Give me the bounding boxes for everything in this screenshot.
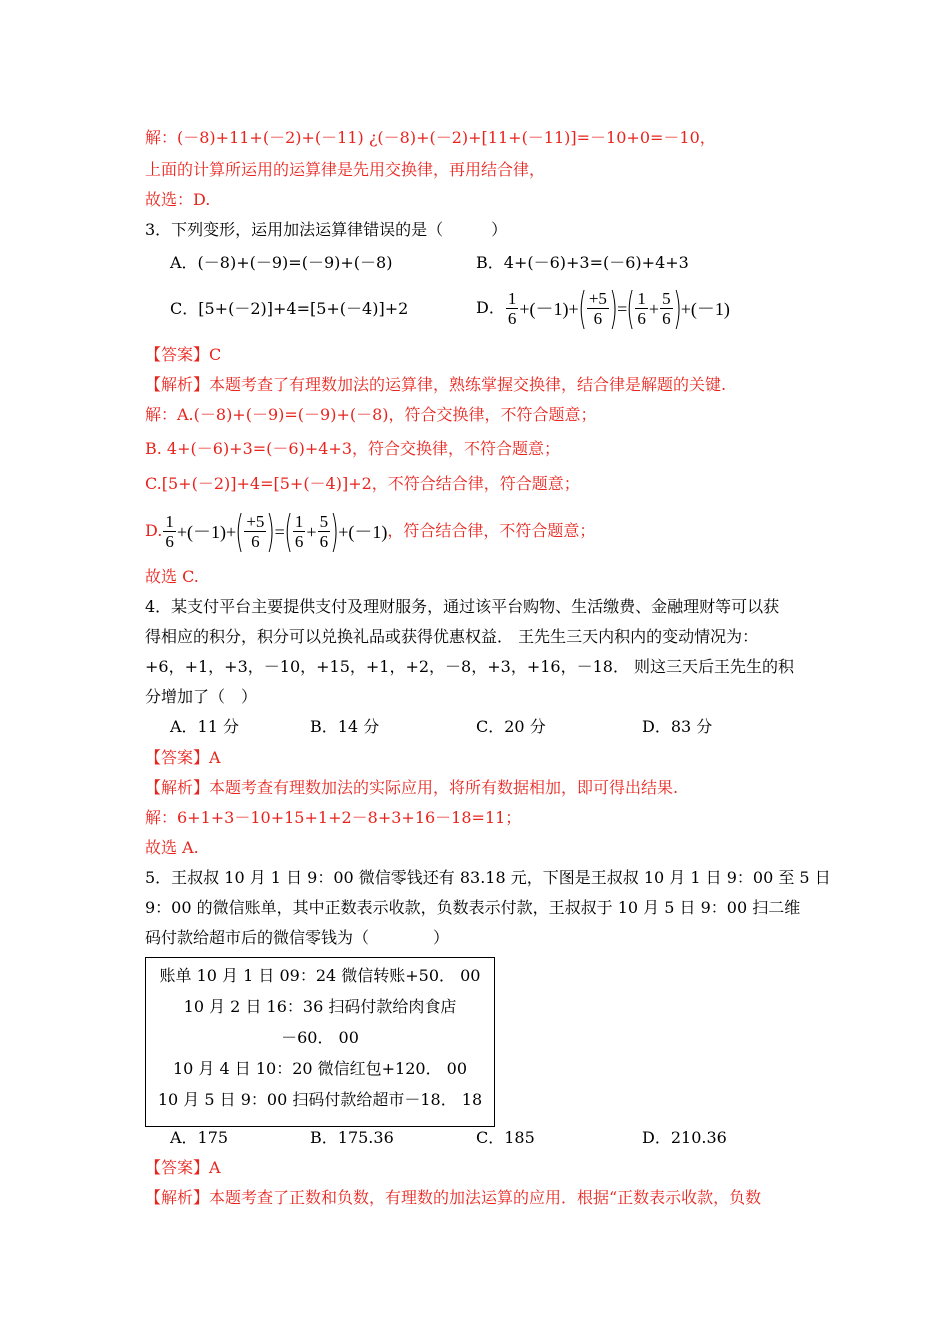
q3-option-c: C．[5+(－2)]+4=[5+(－4)]+2: [170, 299, 409, 318]
fraction: $\frac{5}{6}$: [319, 512, 329, 551]
q5-stem-line3: 码付款给超市后的微信零钱为（ ）: [145, 928, 450, 947]
q5-option-b: B．175.36: [310, 1128, 394, 1147]
q5-option-a: A．175: [170, 1128, 229, 1147]
q3-stem: 3．下列变形，运用加法运算律错误的是（ ）: [145, 220, 508, 239]
bill-row-3: －60． 00: [281, 1028, 359, 1047]
bill-row-4: 10 月 4 日 10：20 微信红包+120． 00: [172, 1059, 468, 1078]
q4-analysis: 【解析】本题考查有理数加法的实际应用，将所有数据相加，即可得出结果.: [145, 778, 679, 797]
q3-option-b: B．4+(－6)+3=(－6)+4+3: [476, 253, 689, 272]
q3-solution-c: C.[5+(－2)]+4=[5+(－4)]+2，不符合结合律，符合题意；: [145, 474, 580, 493]
q5-stem-line2: 9：00 的微信账单，其中正数表示收款，负数表示付款，王叔叔于 10 月 5 日 9：00 扫二维: [145, 898, 801, 917]
q3-solution-b: B. 4+(－6)+3=(－6)+4+3，符合交换律，不符合题意；: [145, 439, 561, 458]
q5-stem-line1: 5．王叔叔 10 月 1 日 9：00 微信零钱还有 83.18 元，下图是王叔叔 10 月 1 日 9：00 至 5 日: [145, 868, 831, 887]
q4-answer: 【答案】A: [145, 748, 221, 767]
bill-row-5: 10 月 5 日 9：00 扫码付款给超市－18． 18: [157, 1090, 483, 1109]
q4-solution: 解：6+1+3－10+15+1+2－8+3+16－18=11；: [145, 808, 522, 827]
fraction: $\frac{1}{6}$: [507, 289, 517, 328]
q3-choice: 故选 C.: [145, 567, 199, 586]
q3-analysis: 【解析】本题考查了有理数加法的运算律，熟练掌握交换律，结合律是解题的关键.: [145, 375, 727, 394]
prev-choice-line: 故选：D.: [145, 190, 211, 209]
q5-answer: 【答案】A: [145, 1158, 221, 1177]
q4-option-d: D．83 分: [642, 717, 713, 736]
q3-solution-d: D. $\frac{1}{6}$ +(－1)+ ( $\frac{+5}{6}$ ) = ( $\frac{1}{6}$ + $\frac{5}{6}$ ) +(－1) ，符合结合律，不符合题意；: [145, 505, 596, 557]
prev-solution-line: 解：(－8)+11+(－2)+(－11) ¿(－8)+(－2)+[11+(－11)]=－10+0=－10，: [145, 128, 716, 147]
q4-option-b: B．14 分: [310, 717, 380, 736]
q4-stem-line2: 得相应的积分，积分可以兑换礼品或获得优惠权益． 王先生三天内积内的变动情况为：: [145, 627, 759, 646]
prev-explanation-line: 上面的计算所运用的运算律是先用交换律，再用结合律，: [145, 160, 546, 179]
q5-option-c: C．185: [476, 1128, 535, 1147]
fraction: $\frac{1}{6}$: [165, 512, 174, 551]
wechat-bill-box: [145, 957, 495, 1127]
q3-solution-a: 解：A.(－8)+(－9)=(－9)+(－8)，符合交换律，不符合题意；: [145, 405, 597, 424]
fraction: $\frac{+5}{6}$: [588, 289, 607, 328]
q4-stem-line3: +6，+1，+3，－10，+15，+1，+2，－8，+3，+16，－18． 则这三天后王先生的积: [145, 657, 795, 676]
bill-row-1: 账单 10 月 1 日 09：24 微信转账+50． 00: [159, 966, 481, 985]
q3-option-a: A．(－8)+(－9)=(－9)+(－8): [170, 253, 393, 272]
fraction: $\frac{1}{6}$: [637, 289, 646, 328]
q5-analysis: 【解析】本题考查了正数和负数，有理数的加法运算的应用．根据“正数表示收款，负数: [145, 1188, 762, 1207]
q3-answer: 【答案】C: [145, 345, 222, 364]
q4-choice: 故选 A.: [145, 838, 199, 857]
fraction: $\frac{1}{6}$: [294, 512, 304, 551]
q3-option-d: D． $\frac{1}{6}$ +(－1)+ ( $\frac{+5}{6}$ ) = ( $\frac{1}{6}$ + $\frac{5}{6}$ ) +(－1): [476, 282, 730, 334]
q5-option-d: D．210.36: [642, 1128, 727, 1147]
fraction: $\frac{5}{6}$: [662, 289, 671, 328]
q4-option-c: C．20 分: [476, 717, 546, 736]
q4-option-a: A．11 分: [170, 717, 240, 736]
q4-stem-line4: 分增加了（ ）: [145, 687, 258, 706]
bill-row-2: 10 月 2 日 16：36 扫码付款给肉食店: [183, 997, 457, 1016]
q3-option-d-label: D．: [476, 298, 505, 317]
fraction: $\frac{+5}{6}$: [246, 512, 265, 551]
q4-stem-line1: 4．某支付平台主要提供支付及理财服务，通过该平台购物、生活缴费、金融理财等可以获: [145, 597, 780, 616]
